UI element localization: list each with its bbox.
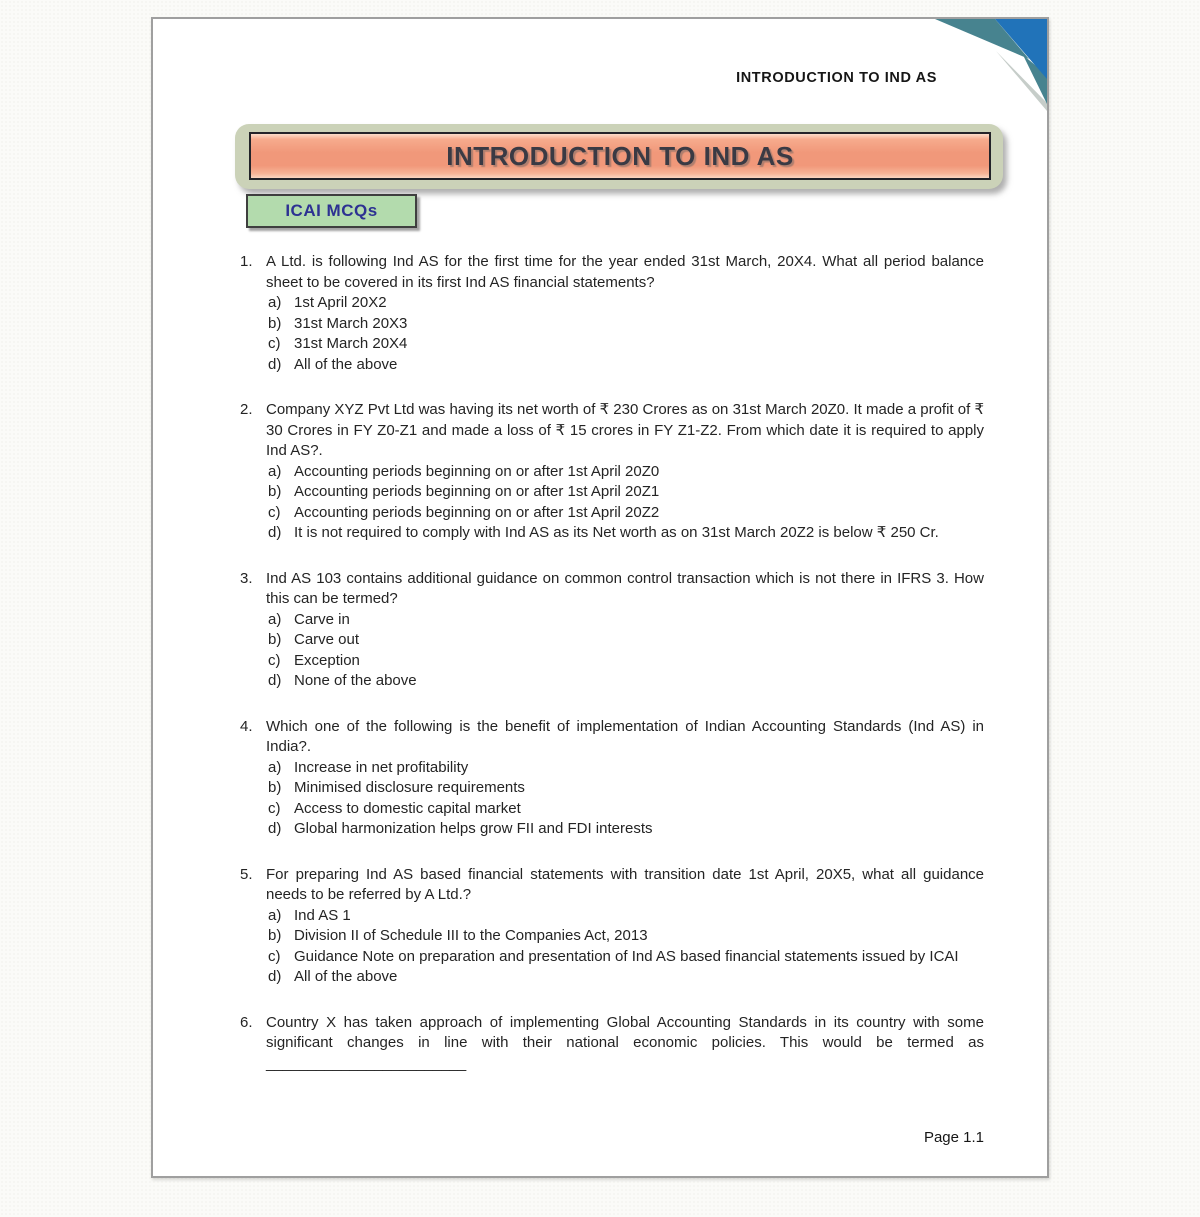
option-letter: b) <box>268 631 282 648</box>
option-text: Accounting periods beginning on or after 1st April 20Z1 <box>294 483 660 500</box>
option-c <box>268 651 984 672</box>
option-text: 31st March 20X3 <box>294 314 408 332</box>
option-letter: a) <box>268 906 282 924</box>
option-b <box>268 314 984 335</box>
option-letter: d) <box>268 524 282 541</box>
title-banner <box>235 124 1003 189</box>
option-letter: d) <box>268 672 282 689</box>
option-text: Accounting periods beginning on or after 1st April 20Z2 <box>294 503 660 521</box>
option-b <box>268 926 984 947</box>
question-text: Country X has taken approach of implementing Global Accounting Standards in its country with some significant changes in line with their national economic policies. This would be termed as ________________________ <box>266 1013 984 1072</box>
option-d <box>268 819 984 840</box>
option-letter: d) <box>268 820 282 837</box>
option-letter: d) <box>268 968 282 985</box>
question-text: A Ltd. is following Ind AS for the first time for the year ended 31st March, 20X4. What all period balance sheet to be covered in its first Ind AS financial statements? <box>266 253 984 291</box>
question-number: 5. <box>240 865 253 883</box>
option-a <box>268 462 984 483</box>
question-text: Company XYZ Pvt Ltd was having its net worth of ₹ 230 Crores as on 31st March 20Z0. It made a profit of ₹ 30 Crores in FY Z0-Z1 and made a loss of ₹ 15 crores in FY Z1-Z2. From which date it is required to apply Ind AS?. <box>266 401 984 459</box>
option-letter: a) <box>268 294 282 311</box>
option-c <box>268 503 984 524</box>
option-letter: c) <box>268 947 281 965</box>
option-text: Exception <box>294 651 360 669</box>
question-number: 2. <box>240 401 253 418</box>
question-text: For preparing Ind AS based financial statements with transition date 1st April, 20X5, what all guidance needs to be referred by A Ltd.? <box>266 865 984 903</box>
running-header: INTRODUCTION TO IND AS <box>736 70 937 86</box>
option-text: Carve in <box>294 610 350 628</box>
option-a <box>268 906 984 927</box>
option-d <box>268 523 984 544</box>
option-letter: b) <box>268 927 282 944</box>
page-title: INTRODUCTION TO IND AS <box>446 140 794 171</box>
option-text: 1st April 20X2 <box>294 294 387 311</box>
option-b <box>268 630 984 651</box>
question-number: 6. <box>240 1013 253 1031</box>
option-text: Global harmonization helps grow FII and FDI interests <box>294 820 653 837</box>
question-5 <box>240 865 984 988</box>
question-body <box>266 865 984 988</box>
option-text: All of the above <box>294 968 398 985</box>
question-body <box>266 717 984 840</box>
option-letter: d) <box>268 355 282 373</box>
corner-decoration-icon <box>935 19 1047 114</box>
option-letter: a) <box>268 758 282 776</box>
option-a <box>268 758 984 779</box>
option-text: Ind AS 1 <box>294 906 351 924</box>
option-text: It is not required to comply with Ind AS as its Net worth as on 31st March 20Z2 is below ₹ 250 Cr. <box>294 524 939 541</box>
page-number: Page 1.1 <box>923 1129 984 1146</box>
option-letter: a) <box>268 462 282 480</box>
option-text: All of the above <box>294 355 398 373</box>
option-text: Increase in net profitability <box>294 758 469 776</box>
option-text: None of the above <box>294 672 417 689</box>
question-number: 1. <box>240 253 253 270</box>
option-letter: c) <box>268 799 281 817</box>
option-a <box>268 293 984 314</box>
question-1 <box>240 252 984 375</box>
question-2 <box>240 400 984 544</box>
option-d <box>268 967 984 988</box>
question-6 <box>240 1013 984 1075</box>
option-text: Accounting periods beginning on or after 1st April 20Z0 <box>294 462 660 480</box>
badge-label: ICAI MCQs <box>285 201 378 220</box>
question-3 <box>240 569 984 692</box>
question-body <box>266 252 984 375</box>
document-page <box>151 17 1049 1178</box>
question-text: Ind AS 103 contains additional guidance on common control transaction which is not there in IFRS 3. How this can be termed? <box>266 569 984 607</box>
option-text: 31st March 20X4 <box>294 335 408 352</box>
option-d <box>268 671 984 692</box>
question-number: 4. <box>240 717 253 735</box>
option-letter: b) <box>268 483 282 500</box>
option-b <box>268 778 984 799</box>
question-4 <box>240 717 984 840</box>
title-banner-inner <box>249 132 991 180</box>
option-a <box>268 610 984 631</box>
question-text: Which one of the following is the benefit of implementation of Indian Accounting Standards (Ind AS) in India?. <box>266 717 984 755</box>
question-body <box>266 400 984 544</box>
question-body <box>266 569 984 692</box>
icai-mcqs-badge <box>246 194 417 228</box>
option-c <box>268 947 984 968</box>
option-letter: c) <box>268 503 281 521</box>
option-b <box>268 482 984 503</box>
option-text: Access to domestic capital market <box>294 799 521 817</box>
option-letter: b) <box>268 779 282 796</box>
option-c <box>268 334 984 355</box>
option-c <box>268 799 984 820</box>
option-text: Minimised disclosure requirements <box>294 779 525 796</box>
option-letter: c) <box>268 335 281 352</box>
option-letter: b) <box>268 314 282 332</box>
option-text: Carve out <box>294 631 360 648</box>
option-d <box>268 355 984 376</box>
option-text: Guidance Note on preparation and presentation of Ind AS based financial statements issued by ICAI <box>294 947 959 965</box>
question-list <box>240 252 984 1099</box>
question-body <box>266 1013 984 1075</box>
option-text: Division II of Schedule III to the Companies Act, 2013 <box>294 927 648 944</box>
option-letter: a) <box>268 610 282 628</box>
question-number: 3. <box>240 569 253 587</box>
option-letter: c) <box>268 651 281 669</box>
